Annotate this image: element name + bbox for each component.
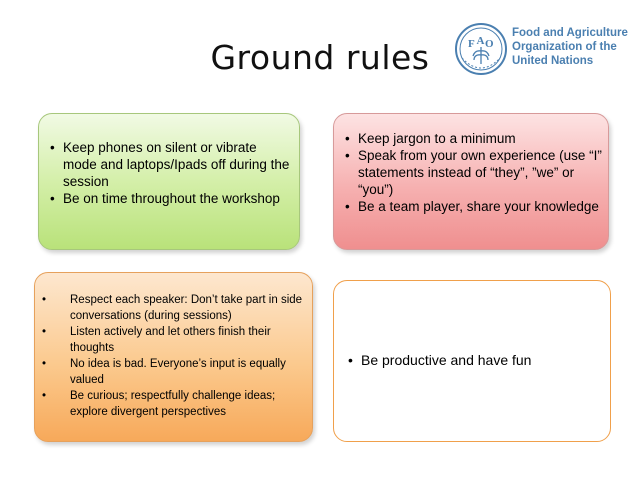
rules-list-orange	[42, 292, 304, 420]
organization-name	[512, 26, 628, 68]
fao-logo	[454, 20, 634, 80]
list-item: • Be a team player, share your knowledge	[345, 198, 603, 215]
list-item: • Speak from your own experience (use “I” statements instead of “they”, ”we” or “you”)	[345, 147, 603, 198]
list-item: • Keep phones on silent or vibrate mode and laptops/Ipads off during the session	[50, 139, 290, 190]
rules-list-red	[345, 130, 603, 215]
list-item: • No idea is bad. Everyone’s input is equally valued	[42, 356, 304, 388]
svg-text:F: F	[468, 38, 475, 50]
list-item: • Listen actively and let others finish their thoughts	[42, 324, 304, 356]
svg-text:A: A	[476, 35, 485, 47]
fao-emblem-icon	[454, 20, 508, 78]
list-item: • Be productive and have fun	[348, 352, 603, 369]
slide-title: Ground rules	[210, 38, 430, 77]
organization-name-line: Food and Agriculture	[512, 27, 628, 39]
list-item: • Be on time throughout the workshop	[50, 190, 290, 207]
list-item: • Be curious; respectfully challenge ideas; explore divergent perspectives	[42, 388, 304, 420]
svg-text:O: O	[485, 38, 494, 50]
rules-list-white	[348, 352, 603, 369]
organization-name-line: Organization of the	[512, 41, 617, 53]
list-item: • Respect each speaker: Don’t take part in side conversations (during sessions)	[42, 292, 304, 324]
list-item: • Keep jargon to a minimum	[345, 130, 603, 147]
rules-list-green	[50, 139, 290, 207]
organization-name-line: United Nations	[512, 55, 594, 67]
